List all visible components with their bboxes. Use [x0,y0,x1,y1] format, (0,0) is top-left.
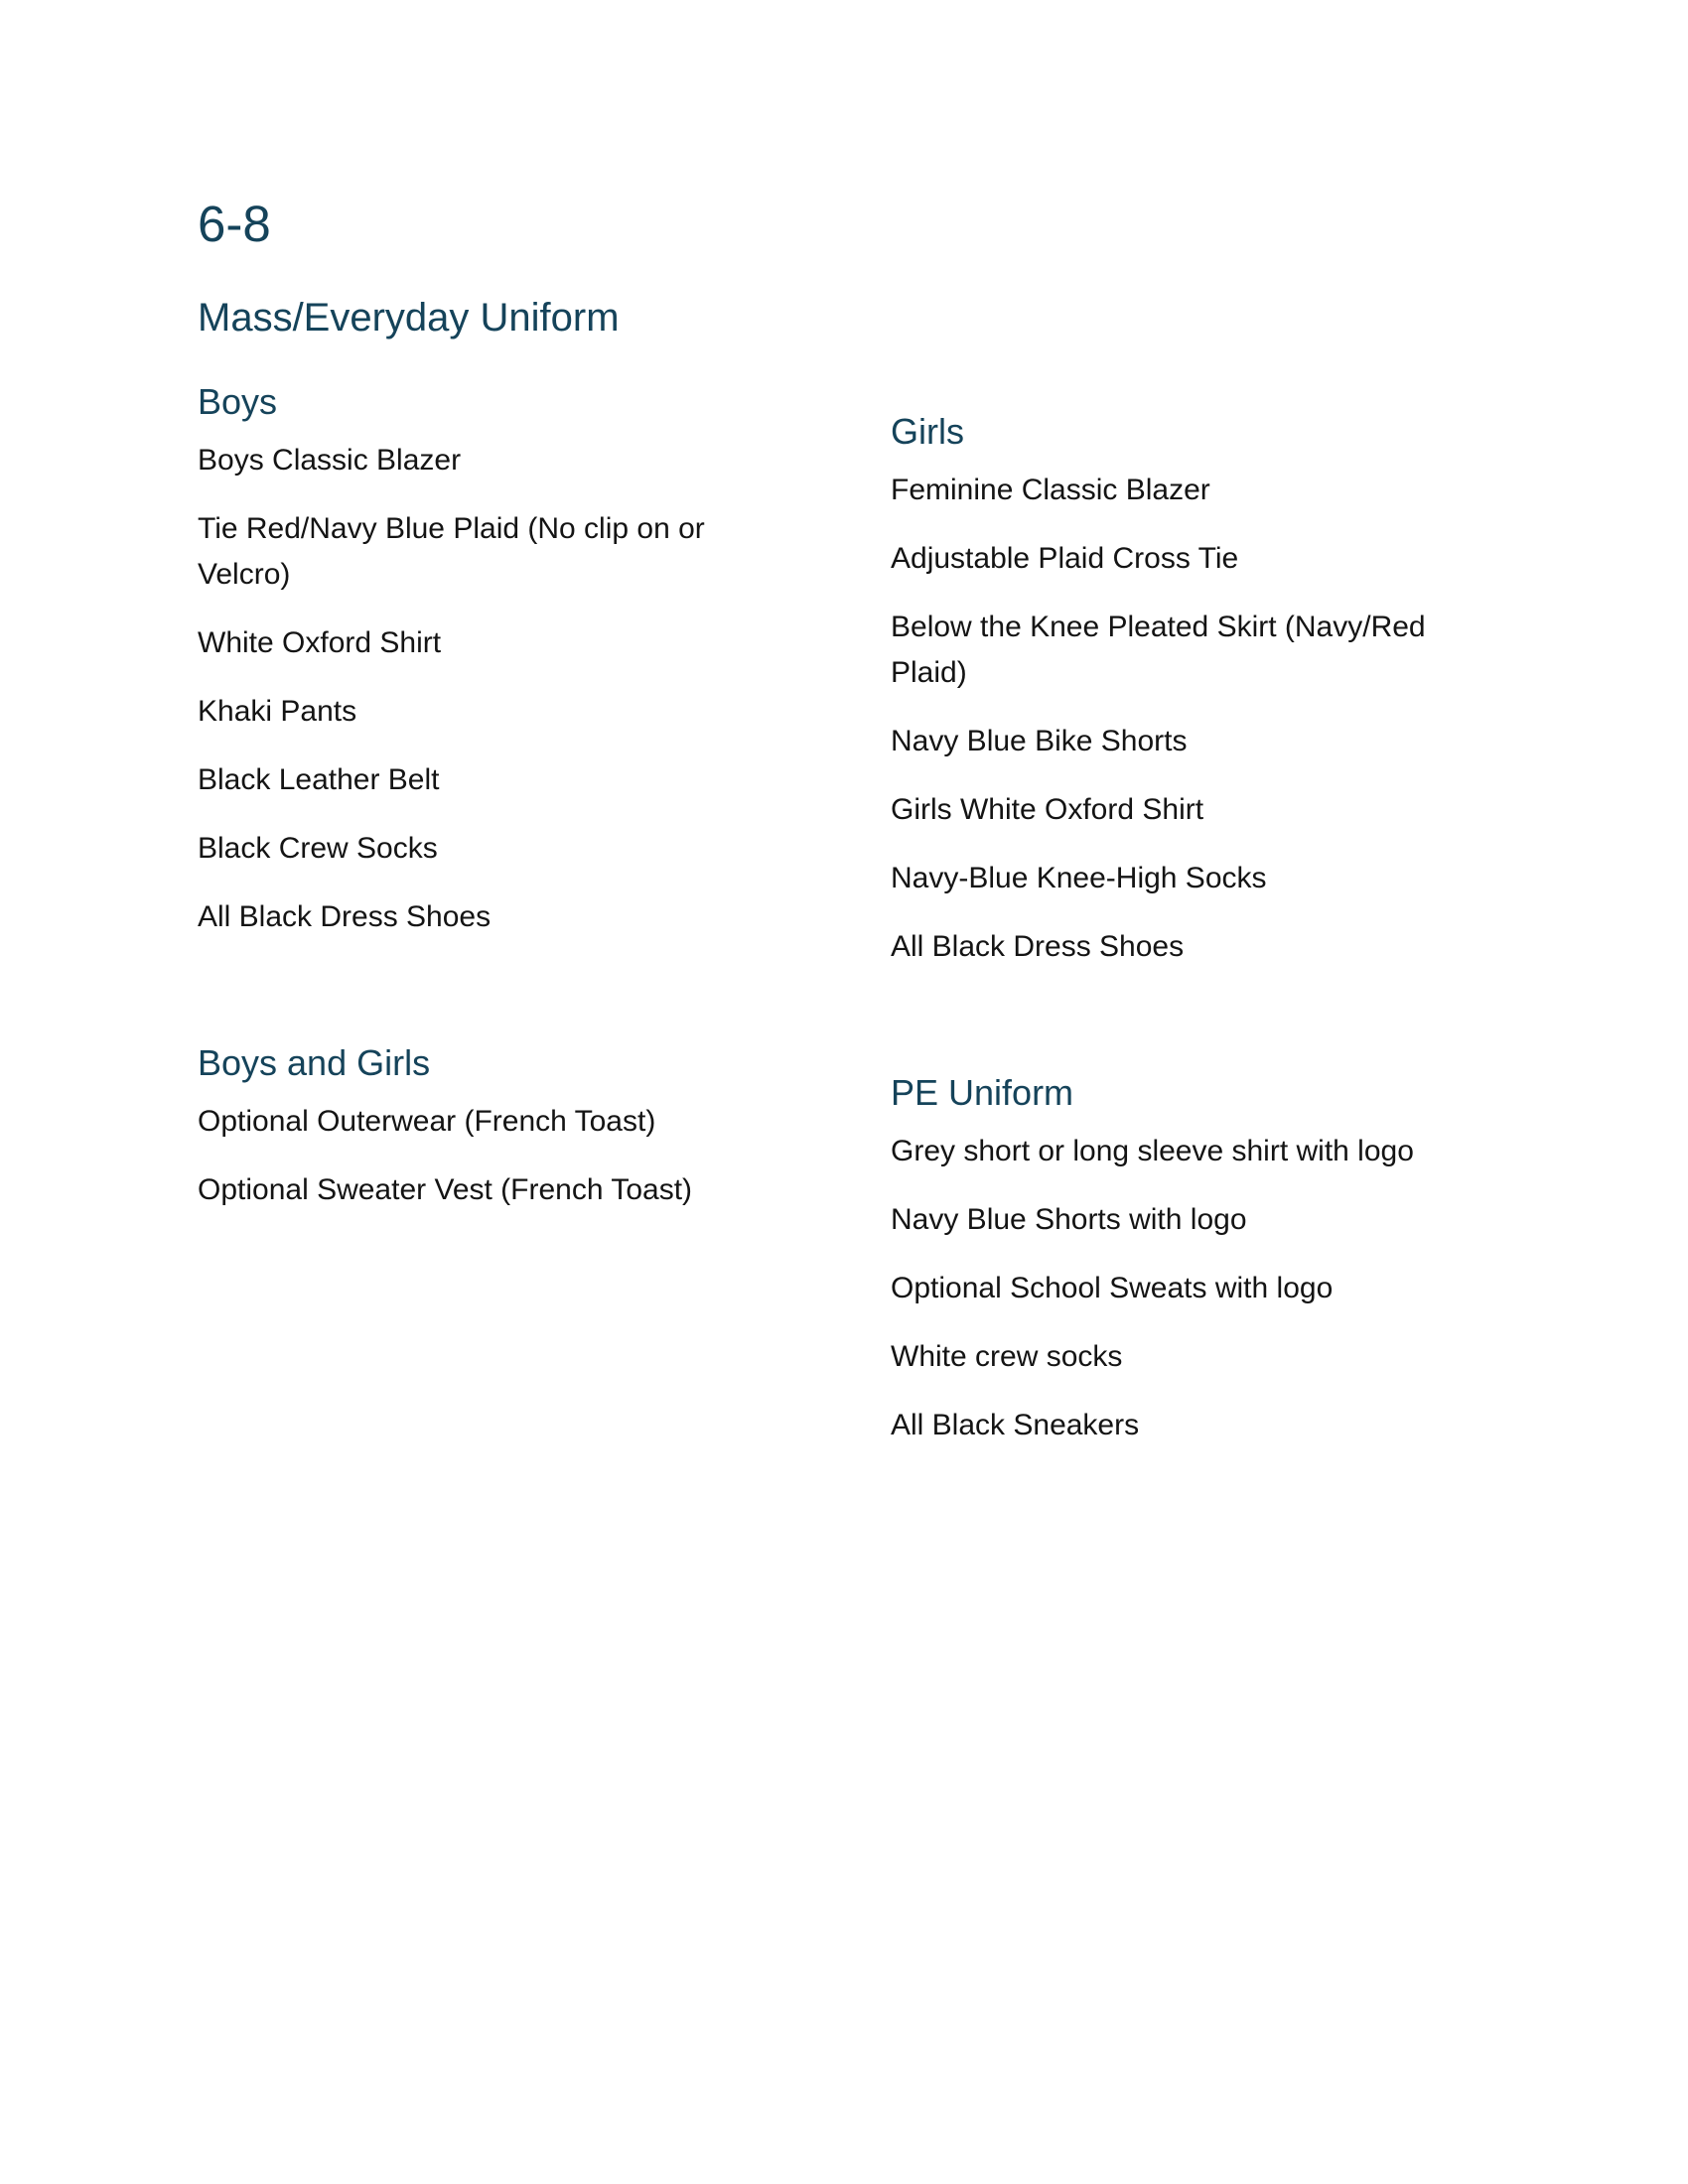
boys-heading: Boys [198,381,278,422]
list-item: Girls White Oxford Shirt [891,793,1204,826]
list-item: All Black Dress Shoes [198,900,492,933]
list-item: Navy Blue Shorts with logo [891,1203,1247,1236]
section-title: Mass/Everyday Uniform [198,296,620,340]
list-item: Optional Outerwear (French Toast) [198,1105,656,1138]
list-item: White crew socks [891,1340,1123,1373]
pe-uniform-column [891,1072,1486,1471]
page-title: 6-8 [198,196,271,252]
list-item: White Oxford Shirt [198,626,442,659]
girls-column [891,411,1486,993]
list-item: Adjustable Plaid Cross Tie [891,542,1239,575]
list-item: Feminine Classic Blazer [891,474,1210,506]
list-item: Tie Red/Navy Blue Plaid (No clip on or Velcro) [198,512,705,591]
list-item: Boys Classic Blazer [198,444,462,477]
boys-column [198,381,754,963]
boys-and-girls-column [198,1042,754,1236]
list-item: Black Leather Belt [198,763,440,796]
list-item: Navy-Blue Knee-High Socks [891,862,1267,894]
list-item: Optional School Sweats with logo [891,1272,1334,1304]
boys-and-girls-heading: Boys and Girls [198,1042,431,1083]
list-item: All Black Dress Shoes [891,930,1185,963]
list-item: Navy Blue Bike Shorts [891,725,1188,757]
list-item: All Black Sneakers [891,1409,1140,1441]
girls-heading: Girls [891,411,964,452]
pe-uniform-heading: PE Uniform [891,1072,1074,1113]
list-item: Grey short or long sleeve shirt with logo [891,1135,1414,1167]
boys-list [198,438,754,940]
girls-list [891,468,1486,970]
list-item: Khaki Pants [198,695,357,728]
pe-uniform-list [891,1129,1486,1448]
list-item: Optional Sweater Vest (French Toast) [198,1173,693,1206]
list-item: Black Crew Socks [198,832,438,865]
boys-and-girls-list [198,1099,754,1213]
list-item: Below the Knee Pleated Skirt (Navy/Red Plaid) [891,611,1426,689]
